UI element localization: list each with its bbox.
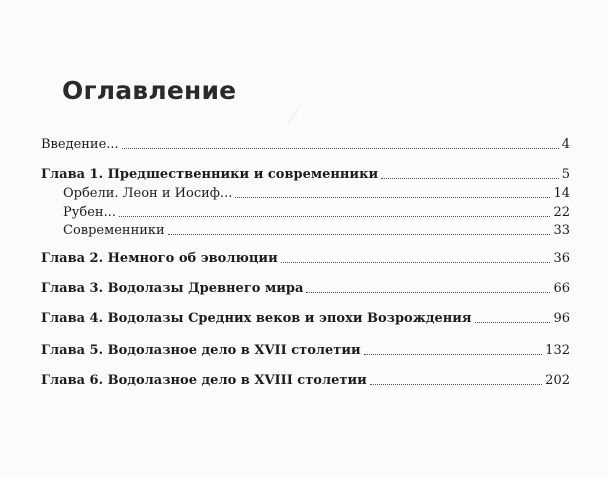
- toc-entry-chapter-5[interactable]: [41, 341, 570, 359]
- toc-entry-label: Глава 3. Водолазы Древнего мира: [41, 281, 304, 296]
- toc-entry-page: 5: [561, 167, 570, 182]
- toc-entry-label: Глава 4. Водолазы Средних веков и эпохи Возрождения: [41, 311, 472, 326]
- dot-leader: [281, 262, 551, 263]
- dot-leader: [306, 292, 550, 293]
- dot-leader: [168, 234, 551, 235]
- toc-entry-chapter-2[interactable]: [41, 249, 570, 267]
- toc-entry-page: 132: [545, 343, 570, 358]
- toc-entry-page: 96: [553, 311, 570, 326]
- dot-leader: [122, 148, 559, 149]
- toc-entry-label: Глава 2. Немного об эволюции: [41, 251, 278, 266]
- toc-entry-chapter-1[interactable]: [41, 165, 570, 183]
- dot-leader: [370, 384, 542, 385]
- toc-entry-label: Глава 1. Предшественники и современники: [41, 167, 379, 182]
- dot-leader: [475, 322, 551, 323]
- toc-entry-contemporaries[interactable]: [41, 221, 570, 239]
- dot-leader: [381, 178, 559, 179]
- toc-entry-page: 14: [553, 186, 570, 201]
- toc-entry-page: 22: [553, 205, 570, 220]
- dot-leader: [235, 197, 550, 198]
- toc-entry-page: 202: [545, 373, 570, 388]
- toc-entry-ruben[interactable]: [41, 203, 570, 221]
- dot-leader: [364, 354, 543, 355]
- dot-leader: [119, 216, 550, 217]
- toc-entry-page: 4: [561, 137, 570, 152]
- toc-entry-page: 33: [553, 223, 570, 238]
- toc-entry-label: Глава 5. Водолазное дело в XVII столетии: [41, 343, 361, 358]
- page-title: Оглавление: [62, 76, 237, 105]
- toc-entry-page: 66: [553, 281, 570, 296]
- toc-entry-label: Глава 6. Водолазное дело в XVIII столетии: [41, 373, 367, 388]
- toc-entry-chapter-3[interactable]: [41, 279, 570, 297]
- toc-entry-label: Орбели. Леон и Иосиф...: [63, 186, 233, 201]
- toc-entry-introduction[interactable]: [41, 135, 570, 153]
- toc-entry-label: Современники: [63, 223, 165, 238]
- toc-entry-orbeli[interactable]: [41, 184, 570, 202]
- toc-entry-chapter-6[interactable]: [41, 371, 570, 389]
- paper-crease: [288, 107, 313, 133]
- toc-entry-label: Рубен...: [63, 205, 116, 220]
- toc-entry-chapter-4[interactable]: [41, 309, 570, 327]
- toc-entry-label: Введение...: [41, 137, 119, 152]
- toc-entry-page: 36: [553, 251, 570, 266]
